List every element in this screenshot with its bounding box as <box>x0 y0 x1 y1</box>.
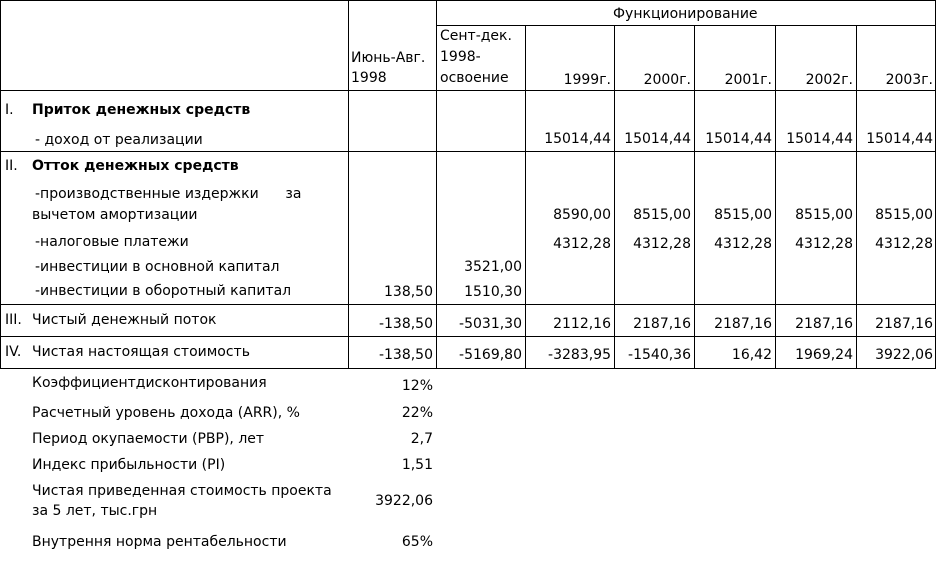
taxes-value-2000: 4312,28 <box>633 236 691 252</box>
revenue-value-2000: 15014,44 <box>624 131 691 147</box>
table-left-border <box>0 0 1 369</box>
revenue-value-2003: 15014,44 <box>866 131 933 147</box>
header-sep-dec-line2: 1998- <box>440 49 481 65</box>
production-costs-value-1999: 8590,00 <box>553 207 611 223</box>
summary-pi-label: Индекс прибыльности (PI) <box>32 457 226 473</box>
header-bottom-border <box>0 90 936 91</box>
summary-irr-label: Внутрення норма рентабельности <box>32 534 287 550</box>
revenue-label: - доход от реализации <box>35 132 203 148</box>
header-year-2003: 2003г. <box>885 72 933 88</box>
revenue-value-2001: 15014,44 <box>705 131 772 147</box>
net-flow-value-jun-aug: -138,50 <box>378 316 433 332</box>
working-capital-value-sep-dec: 1510,30 <box>464 284 522 300</box>
section-4-bottom-border <box>0 368 936 369</box>
section-3-title: Чистый денежный поток <box>32 312 217 328</box>
summary-discount-rate-label: Коэффициентдисконтирования <box>32 375 267 391</box>
section-2-bottom-border <box>0 304 936 305</box>
col-divider-2 <box>436 0 437 369</box>
header-year-2002: 2002г. <box>805 72 853 88</box>
net-flow-value-2002: 2187,16 <box>795 316 853 332</box>
working-capital-value-jun-aug: 138,50 <box>384 284 433 300</box>
summary-npv-value: 3922,06 <box>375 493 433 509</box>
taxes-label: -налоговые платежи <box>35 234 189 250</box>
revenue-value-1999: 15014,44 <box>544 131 611 147</box>
taxes-value-1999: 4312,28 <box>553 236 611 252</box>
header-sep-dec-line3: освоение <box>440 70 509 86</box>
production-costs-value-2002: 8515,00 <box>795 207 853 223</box>
section-2-title: Отток денежных средств <box>32 158 239 174</box>
group-header-underline <box>436 25 936 26</box>
header-jun-aug-line1: Июнь-Авг. <box>351 50 426 66</box>
summary-pbp-label: Период окупаемости (PBP), лет <box>32 431 265 447</box>
summary-npv-label-line1: Чистая приведенная стоимость проекта <box>32 483 332 499</box>
production-costs-label-line1: -производственные издержки за <box>35 186 302 202</box>
net-flow-value-sep-dec: -5031,30 <box>459 316 522 332</box>
npv-value-sep-dec: -5169,80 <box>459 347 522 363</box>
section-1-bottom-border <box>0 151 936 152</box>
working-capital-label: -инвестиции в оборотный капитал <box>35 283 292 299</box>
summary-arr-value: 22% <box>401 405 433 421</box>
npv-value-2001: 16,42 <box>731 347 772 363</box>
taxes-value-2001: 4312,28 <box>714 236 772 252</box>
section-4-title: Чистая настоящая стоимость <box>32 344 250 360</box>
header-year-1999: 1999г. <box>563 72 611 88</box>
summary-npv-label-line2: за 5 лет, тыс.грн <box>32 503 158 519</box>
summary-discount-rate-value: 12% <box>401 378 433 394</box>
section-3-bottom-border <box>0 336 936 337</box>
net-flow-value-2003: 2187,16 <box>875 316 933 332</box>
npv-value-2000: -1540,36 <box>628 347 691 363</box>
fixed-capital-value-sep-dec: 3521,00 <box>464 259 522 275</box>
revenue-value-2002: 15014,44 <box>786 131 853 147</box>
header-jun-aug-line2: 1998 <box>351 70 387 86</box>
section-3-number: III. <box>5 312 22 328</box>
section-1-title: Приток денежных средств <box>32 102 251 118</box>
col-divider-1 <box>348 0 349 369</box>
production-costs-value-2000: 8515,00 <box>633 207 691 223</box>
production-costs-value-2003: 8515,00 <box>875 207 933 223</box>
header-year-2000: 2000г. <box>643 72 691 88</box>
summary-pbp-value: 2,7 <box>410 431 433 447</box>
section-1-number: I. <box>5 102 14 118</box>
summary-arr-label: Расчетный уровень дохода (ARR), % <box>32 405 300 421</box>
group-header-functioning: Функционирование <box>613 6 758 22</box>
net-flow-value-2001: 2187,16 <box>714 316 772 332</box>
summary-pi-value: 1,51 <box>401 457 433 473</box>
npv-value-jun-aug: -138,50 <box>378 347 433 363</box>
section-4-number: IV. <box>5 344 22 360</box>
production-costs-label-line2: вычетом амортизации <box>32 207 198 223</box>
section-2-number: II. <box>5 158 18 174</box>
summary-irr-value: 65% <box>401 534 433 550</box>
header-sep-dec-line1: Сент-дек. <box>440 28 512 44</box>
table-top-border <box>0 0 936 1</box>
production-costs-value-2001: 8515,00 <box>714 207 772 223</box>
net-flow-value-1999: 2112,16 <box>553 316 611 332</box>
npv-value-1999: -3283,95 <box>548 347 611 363</box>
taxes-value-2002: 4312,28 <box>795 236 853 252</box>
header-year-2001: 2001г. <box>724 72 772 88</box>
net-flow-value-2000: 2187,16 <box>633 316 691 332</box>
fixed-capital-label: -инвестиции в основной капитал <box>35 259 280 275</box>
npv-value-2003: 3922,06 <box>875 347 933 363</box>
npv-value-2002: 1969,24 <box>795 347 853 363</box>
taxes-value-2003: 4312,28 <box>875 236 933 252</box>
